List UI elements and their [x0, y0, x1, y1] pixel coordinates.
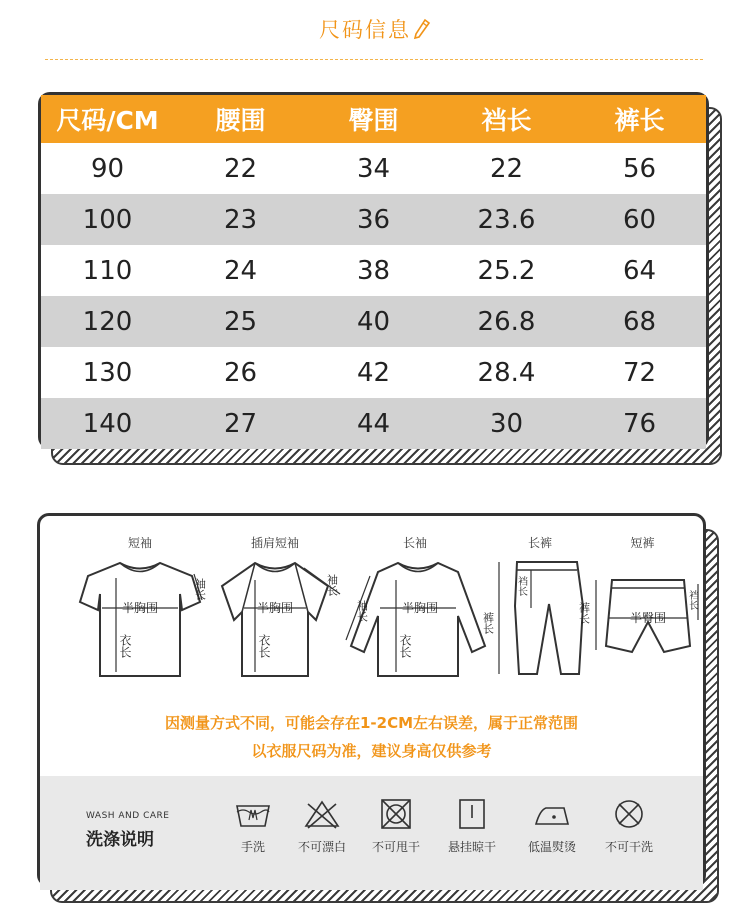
table-cell: 23.6 — [477, 204, 536, 235]
dim-label: 衣长 — [398, 634, 412, 658]
table-cell: 40 — [356, 306, 391, 337]
dim-label: 半臀围 — [629, 611, 667, 625]
garment-diagrams — [40, 516, 703, 696]
low-iron-icon — [532, 798, 572, 830]
header-cell: 臀围 — [348, 106, 399, 135]
table-cell: 60 — [622, 204, 657, 235]
garment-short-sleeve — [70, 516, 210, 696]
wash-care-section — [40, 776, 703, 890]
dim-label: 裆长 — [686, 590, 698, 610]
dim-label: 裆长 — [515, 576, 527, 596]
care-label: 手洗 — [240, 840, 265, 854]
dim-label: 袖长 — [355, 600, 369, 622]
table-cell: 38 — [356, 255, 391, 286]
dim-label: 袖长 — [325, 574, 339, 596]
table-cell: 42 — [356, 357, 391, 388]
care-label: 悬挂晾干 — [447, 840, 496, 854]
care-label: 低温熨烫 — [527, 840, 576, 854]
table-cell: 110 — [82, 255, 133, 286]
table-cell: 28.4 — [477, 357, 536, 388]
title-divider — [45, 59, 703, 60]
care-item — [286, 798, 358, 855]
garment-label: 长袖 — [402, 536, 427, 550]
wash-title-en: WASH AND CARE — [86, 811, 170, 821]
table-cell: 24 — [223, 255, 258, 286]
garment-label: 插肩短袖 — [250, 536, 299, 550]
table-cell: 22 — [489, 153, 524, 184]
page-title — [0, 14, 750, 45]
dim-label: 半胸围 — [256, 601, 294, 615]
care-item — [516, 798, 588, 855]
table-row — [41, 245, 706, 296]
care-label: 不可甩干 — [371, 840, 420, 854]
hang-dry-icon — [452, 798, 492, 830]
header-cell: 腰围 — [215, 106, 266, 135]
table-cell: 56 — [622, 153, 657, 184]
care-item — [436, 798, 508, 855]
measurement-note: 因测量方式不同，可能会存在1-2CM左右误差，属于正常范围 — [164, 714, 579, 732]
pencil-icon — [413, 18, 431, 45]
table-cell: 44 — [356, 408, 391, 439]
garment-long-sleeve — [340, 516, 490, 696]
table-cell: 100 — [82, 204, 133, 235]
table-cell: 26 — [223, 357, 258, 388]
table-cell: 36 — [356, 204, 391, 235]
table-cell: 30 — [489, 408, 524, 439]
care-label: 不可漂白 — [297, 840, 346, 854]
garment-label: 短裤 — [630, 536, 655, 550]
no-bleach-icon — [302, 798, 342, 830]
table-row — [41, 143, 706, 194]
header-cell: 尺码/CM — [56, 106, 159, 135]
hand-wash-icon — [233, 798, 273, 830]
table-cell: 68 — [622, 306, 657, 337]
dim-label: 裤长 — [481, 612, 495, 634]
dim-label: 衣长 — [257, 634, 271, 658]
table-cell: 25 — [223, 306, 258, 337]
table-cell: 76 — [622, 408, 657, 439]
table-cell: 90 — [90, 153, 125, 184]
table-cell: 26.8 — [477, 306, 536, 337]
garment-shorts — [577, 516, 705, 696]
no-tumble-dry-icon — [376, 798, 416, 830]
size-table — [38, 92, 709, 449]
care-item — [217, 798, 289, 855]
table-cell: 23 — [223, 204, 258, 235]
table-row — [41, 194, 706, 245]
table-cell: 140 — [82, 408, 133, 439]
table-cell: 64 — [622, 255, 657, 286]
dim-label: 裤长 — [577, 602, 591, 624]
table-cell: 72 — [622, 357, 657, 388]
table-cell: 25.2 — [477, 255, 536, 286]
garment-label: 短袖 — [127, 536, 152, 550]
table-row — [41, 296, 706, 347]
table-cell: 130 — [82, 357, 133, 388]
care-label: 不可干洗 — [604, 840, 653, 854]
table-cell: 34 — [356, 153, 391, 184]
care-item — [360, 798, 432, 855]
table-cell: 120 — [82, 306, 133, 337]
header-cell: 裤长 — [614, 106, 665, 135]
table-cell: 27 — [223, 408, 258, 439]
size-reference-note: 以衣服尺码为准，建议身高仅供参考 — [251, 742, 492, 760]
title-text: 尺码信息 — [319, 18, 411, 42]
dim-label: 袖长 — [193, 578, 207, 600]
dim-label: 衣长 — [118, 634, 132, 658]
no-dry-clean-icon — [609, 798, 649, 830]
wash-title-cn: 洗涤说明 — [86, 830, 154, 850]
header-cell: 裆长 — [481, 106, 532, 135]
garment-label: 长裤 — [527, 536, 552, 550]
table-header — [41, 95, 706, 143]
care-item — [593, 798, 665, 855]
dim-label: 半胸围 — [401, 601, 439, 615]
table-row — [41, 398, 706, 449]
table-cell: 22 — [223, 153, 258, 184]
garment-raglan-sleeve — [200, 516, 350, 696]
measure-care-card — [37, 513, 706, 887]
table-row — [41, 347, 706, 398]
dim-label: 半胸围 — [121, 601, 159, 615]
